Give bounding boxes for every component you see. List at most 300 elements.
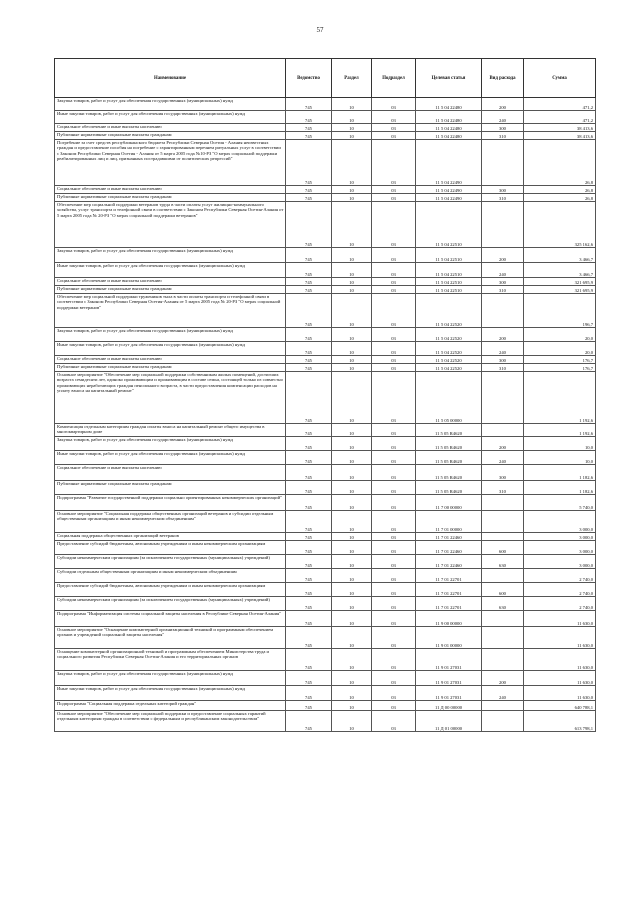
row-section-cell: 10 bbox=[332, 583, 372, 597]
row-department-cell: 745 bbox=[286, 437, 332, 451]
row-target-item-cell: 11 7 01 00000 bbox=[416, 511, 482, 533]
header-subsection: Подраздел bbox=[372, 59, 416, 98]
row-department-cell: 745 bbox=[286, 111, 332, 124]
row-expense-type-cell: 310 bbox=[482, 132, 524, 140]
table-row bbox=[55, 124, 596, 132]
row-department-cell: 745 bbox=[286, 569, 332, 583]
row-name-cell: Иные закупки товаров, работ и услуг для обеспечения государственных (муниципальных) нужд bbox=[55, 111, 286, 124]
row-expense-type-cell bbox=[482, 701, 524, 711]
table-row bbox=[55, 511, 596, 533]
row-amount-cell: 10,0 bbox=[524, 437, 596, 451]
row-subsection-cell: 03 bbox=[372, 263, 416, 278]
row-department-cell: 745 bbox=[286, 555, 332, 569]
row-department-cell: 745 bbox=[286, 465, 332, 481]
table-row bbox=[55, 686, 596, 701]
row-subsection-cell: 03 bbox=[372, 124, 416, 132]
table-row bbox=[55, 140, 596, 186]
row-amount-cell: 20,0 bbox=[524, 342, 596, 356]
row-department-cell: 745 bbox=[286, 701, 332, 711]
row-name-cell: Закупка товаров, работ и услуг для обеспечения государственных (муниципальных) нужд bbox=[55, 328, 286, 342]
header-name: Наименование bbox=[55, 59, 286, 98]
row-subsection-cell: 03 bbox=[372, 451, 416, 465]
row-amount-cell: 325 162,6 bbox=[524, 202, 596, 248]
row-expense-type-cell bbox=[482, 711, 524, 732]
row-expense-type-cell bbox=[482, 569, 524, 583]
table-row bbox=[55, 372, 596, 424]
row-department-cell: 745 bbox=[286, 372, 332, 424]
row-target-item-cell: 11 5 04 22510 bbox=[416, 278, 482, 286]
row-subsection-cell: 03 bbox=[372, 611, 416, 627]
row-department-cell: 745 bbox=[286, 194, 332, 202]
table-row bbox=[55, 555, 596, 569]
row-department-cell: 745 bbox=[286, 364, 332, 372]
row-subsection-cell: 03 bbox=[372, 356, 416, 364]
row-section-cell: 10 bbox=[332, 465, 372, 481]
row-amount-cell: 3 466,7 bbox=[524, 263, 596, 278]
row-expense-type-cell bbox=[482, 424, 524, 437]
row-amount-cell: 2 740,0 bbox=[524, 583, 596, 597]
row-subsection-cell: 03 bbox=[372, 194, 416, 202]
row-expense-type-cell: 300 bbox=[482, 465, 524, 481]
row-name-cell: Подпрограмма "Развитие государственной поддержки социально ориентированных некоммерческих организаций" bbox=[55, 495, 286, 511]
row-expense-type-cell: 310 bbox=[482, 364, 524, 372]
table-row bbox=[55, 328, 596, 342]
row-department-cell: 745 bbox=[286, 263, 332, 278]
row-target-item-cell: 11 9 01 27031 bbox=[416, 649, 482, 671]
row-expense-type-cell bbox=[482, 533, 524, 541]
row-department-cell: 745 bbox=[286, 649, 332, 671]
row-section-cell: 10 bbox=[332, 294, 372, 328]
row-section-cell: 10 bbox=[332, 132, 372, 140]
row-amount-cell: 11 630,0 bbox=[524, 671, 596, 686]
row-subsection-cell: 03 bbox=[372, 278, 416, 286]
table-row bbox=[55, 278, 596, 286]
row-subsection-cell: 03 bbox=[372, 481, 416, 495]
row-expense-type-cell: 600 bbox=[482, 583, 524, 597]
table-row bbox=[55, 533, 596, 541]
row-subsection-cell: 03 bbox=[372, 372, 416, 424]
row-expense-type-cell: 240 bbox=[482, 111, 524, 124]
table-row bbox=[55, 424, 596, 437]
row-name-cell: Подпрограмма "Социальная поддержка отдельных категорий граждан" bbox=[55, 701, 286, 711]
header-department: Ведомство bbox=[286, 59, 332, 98]
table-row bbox=[55, 451, 596, 465]
table-row bbox=[55, 465, 596, 481]
table-row bbox=[55, 495, 596, 511]
table-body bbox=[55, 98, 596, 732]
row-department-cell: 745 bbox=[286, 451, 332, 465]
row-section-cell: 10 bbox=[332, 372, 372, 424]
row-section-cell: 10 bbox=[332, 649, 372, 671]
row-amount-cell: 321 695,9 bbox=[524, 286, 596, 294]
row-name-cell: Закупка товаров, работ и услуг для обеспечения государственных (муниципальных) нужд bbox=[55, 437, 286, 451]
table-row bbox=[55, 583, 596, 597]
row-target-item-cell: 11 5 04 22490 bbox=[416, 140, 482, 186]
row-target-item-cell: 11 7 01 22701 bbox=[416, 569, 482, 583]
row-expense-type-cell: 300 bbox=[482, 186, 524, 194]
row-expense-type-cell bbox=[482, 495, 524, 511]
row-subsection-cell: 03 bbox=[372, 583, 416, 597]
row-name-cell: Публичные нормативные социальные выплаты гражданам bbox=[55, 364, 286, 372]
row-section-cell: 10 bbox=[332, 328, 372, 342]
row-department-cell: 745 bbox=[286, 202, 332, 248]
row-department-cell: 745 bbox=[286, 248, 332, 263]
row-expense-type-cell: 630 bbox=[482, 597, 524, 611]
row-name-cell: Иные закупки товаров, работ и услуг для обеспечения государственных (муниципальных) нужд bbox=[55, 451, 286, 465]
table-row bbox=[55, 671, 596, 686]
row-target-item-cell: 11 5 04 22510 bbox=[416, 202, 482, 248]
row-department-cell: 745 bbox=[286, 495, 332, 511]
row-target-item-cell: 11 5 04 22490 bbox=[416, 186, 482, 194]
row-name-cell: Закупка товаров, работ и услуг для обеспечения государственных (муниципальных) нужд bbox=[55, 98, 286, 111]
row-name-cell: Подпрограмма "Информатизация системы социальной защиты населения в Республике Северная Осетия-Алания" bbox=[55, 611, 286, 627]
row-department-cell: 745 bbox=[286, 294, 332, 328]
row-target-item-cell: 11 7 01 22460 bbox=[416, 533, 482, 541]
row-section-cell: 10 bbox=[332, 98, 372, 111]
row-section-cell: 10 bbox=[332, 437, 372, 451]
table-row bbox=[55, 342, 596, 356]
row-department-cell: 745 bbox=[286, 627, 332, 649]
row-target-item-cell: 11 5 04 22510 bbox=[416, 286, 482, 294]
row-department-cell: 745 bbox=[286, 597, 332, 611]
row-amount-cell: 11 630,0 bbox=[524, 627, 596, 649]
row-section-cell: 10 bbox=[332, 342, 372, 356]
table-row bbox=[55, 569, 596, 583]
row-amount-cell: 10,0 bbox=[524, 451, 596, 465]
row-department-cell: 745 bbox=[286, 124, 332, 132]
row-department-cell: 745 bbox=[286, 356, 332, 364]
row-expense-type-cell: 200 bbox=[482, 671, 524, 686]
row-section-cell: 10 bbox=[332, 711, 372, 732]
row-target-item-cell: 11 5 04 22510 bbox=[416, 263, 482, 278]
row-name-cell: Публичные нормативные социальные выплаты гражданам bbox=[55, 286, 286, 294]
budget-table bbox=[54, 58, 596, 732]
row-department-cell: 745 bbox=[286, 186, 332, 194]
row-amount-cell: 38 413,6 bbox=[524, 124, 596, 132]
row-subsection-cell: 03 bbox=[372, 533, 416, 541]
row-name-cell: Погребение за счет средств республиканского бюджета Республики Северная Осетия - Алания неизвестных граждан и предоставление пособия на погребение с гарантированным перечнем ритуальных услуг в соответствии с Законом Республики Северная Осетия - Алания от 5 марта 2005 года №10-РЗ "О мерах социальной поддержки реабилитированных лиц и лиц, признанных пострадавшими от политических репрессий" bbox=[55, 140, 286, 186]
row-expense-type-cell: 310 bbox=[482, 286, 524, 294]
row-subsection-cell: 03 bbox=[372, 686, 416, 701]
row-name-cell: Основное мероприятие "Социальная поддержка общественных организаций ветеранов и субсидии отдельным общественным организациям и иным некоммерческим объединениям" bbox=[55, 511, 286, 533]
row-section-cell: 10 bbox=[332, 671, 372, 686]
row-department-cell: 745 bbox=[286, 711, 332, 732]
row-amount-cell: 176,7 bbox=[524, 364, 596, 372]
row-section-cell: 10 bbox=[332, 124, 372, 132]
row-expense-type-cell: 240 bbox=[482, 263, 524, 278]
table-row bbox=[55, 437, 596, 451]
row-expense-type-cell bbox=[482, 372, 524, 424]
row-target-item-cell: 11 5 05 00000 bbox=[416, 372, 482, 424]
table-row bbox=[55, 202, 596, 248]
row-subsection-cell: 03 bbox=[372, 186, 416, 194]
row-section-cell: 10 bbox=[332, 511, 372, 533]
row-target-item-cell: 11 7 00 00000 bbox=[416, 495, 482, 511]
row-name-cell: Основное мероприятие "Обеспечение мер социальной поддержки собственникам жилых помещений, достигших возраста семидесяти лет, одиноко проживающим и проживающим в составе семьи, состоящей только из совместно проживающих неработающих граждан пенсионного возраста, в части предоставления компенсации расходов на уплату взноса на капитальный ремонт" bbox=[55, 372, 286, 424]
row-subsection-cell: 03 bbox=[372, 202, 416, 248]
row-target-item-cell: 11 5 04 22480 bbox=[416, 132, 482, 140]
row-amount-cell: 3 000,0 bbox=[524, 533, 596, 541]
row-department-cell: 745 bbox=[286, 541, 332, 555]
row-amount-cell: 2 740,0 bbox=[524, 597, 596, 611]
row-section-cell: 10 bbox=[332, 286, 372, 294]
row-name-cell: Оснащение компьютерной организационной техникой и программным обеспечением Министерства труда и социального развития Республики Северная Осетия-Алания и его территориальных органов bbox=[55, 649, 286, 671]
row-amount-cell: 3 000,0 bbox=[524, 541, 596, 555]
row-section-cell: 10 bbox=[332, 186, 372, 194]
row-name-cell: Основное мероприятие "Обеспечение мер социальной поддержки и предоставление социальных гарантий отдельным категориям граждан в соответствии с федеральным и республиканским законодательством" bbox=[55, 711, 286, 732]
row-name-cell: Социальное обеспечение и иные выплаты населению bbox=[55, 278, 286, 286]
row-amount-cell: 3 000,0 bbox=[524, 555, 596, 569]
row-subsection-cell: 03 bbox=[372, 649, 416, 671]
table-row bbox=[55, 701, 596, 711]
row-target-item-cell: 11 5 05 R4620 bbox=[416, 437, 482, 451]
row-amount-cell: 38 413,6 bbox=[524, 132, 596, 140]
row-department-cell: 745 bbox=[286, 686, 332, 701]
row-amount-cell: 1 192,6 bbox=[524, 372, 596, 424]
header-amount: Сумма bbox=[524, 59, 596, 98]
row-expense-type-cell: 300 bbox=[482, 124, 524, 132]
row-expense-type-cell: 310 bbox=[482, 481, 524, 495]
table-row bbox=[55, 481, 596, 495]
row-section-cell: 10 bbox=[332, 194, 372, 202]
row-section-cell: 10 bbox=[332, 627, 372, 649]
row-name-cell: Публичные нормативные социальные выплаты гражданам bbox=[55, 194, 286, 202]
table-row bbox=[55, 248, 596, 263]
row-target-item-cell: 11 9 01 27031 bbox=[416, 686, 482, 701]
row-name-cell: Публичные нормативные социальные выплаты гражданам bbox=[55, 481, 286, 495]
row-amount-cell: 321 695,9 bbox=[524, 278, 596, 286]
row-subsection-cell: 03 bbox=[372, 328, 416, 342]
row-amount-cell: 613 798,1 bbox=[524, 711, 596, 732]
table-row bbox=[55, 541, 596, 555]
row-department-cell: 745 bbox=[286, 611, 332, 627]
table-row bbox=[55, 611, 596, 627]
budget-table-container bbox=[54, 58, 595, 732]
row-expense-type-cell: 200 bbox=[482, 248, 524, 263]
row-target-item-cell: 11 9 00 00000 bbox=[416, 611, 482, 627]
row-section-cell: 10 bbox=[332, 263, 372, 278]
row-section-cell: 10 bbox=[332, 111, 372, 124]
row-department-cell: 745 bbox=[286, 533, 332, 541]
row-expense-type-cell bbox=[482, 294, 524, 328]
row-section-cell: 10 bbox=[332, 701, 372, 711]
row-subsection-cell: 03 bbox=[372, 569, 416, 583]
row-target-item-cell: 11 9 01 27031 bbox=[416, 671, 482, 686]
row-department-cell: 745 bbox=[286, 328, 332, 342]
row-department-cell: 745 bbox=[286, 132, 332, 140]
row-name-cell: Субсидии некоммерческим организациям (за исключением государственных (муниципальных) учреждений) bbox=[55, 555, 286, 569]
row-name-cell: Социальная поддержка общественных организаций ветеранов bbox=[55, 533, 286, 541]
row-name-cell: Закупка товаров, работ и услуг для обеспечения государственных (муниципальных) нужд bbox=[55, 671, 286, 686]
row-expense-type-cell bbox=[482, 627, 524, 649]
row-target-item-cell: 11 5 05 R4620 bbox=[416, 465, 482, 481]
table-header-row bbox=[55, 59, 596, 98]
row-target-item-cell: 11 5 04 22520 bbox=[416, 342, 482, 356]
row-section-cell: 10 bbox=[332, 569, 372, 583]
row-target-item-cell: 11 Д 00 00000 bbox=[416, 701, 482, 711]
row-name-cell: Иные закупки товаров, работ и услуг для обеспечения государственных (муниципальных) нужд bbox=[55, 686, 286, 701]
row-section-cell: 10 bbox=[332, 278, 372, 286]
row-section-cell: 10 bbox=[332, 555, 372, 569]
row-section-cell: 10 bbox=[332, 424, 372, 437]
row-expense-type-cell: 240 bbox=[482, 686, 524, 701]
row-subsection-cell: 03 bbox=[372, 294, 416, 328]
row-amount-cell: 176,7 bbox=[524, 356, 596, 364]
row-expense-type-cell: 200 bbox=[482, 328, 524, 342]
row-expense-type-cell: 600 bbox=[482, 541, 524, 555]
row-amount-cell: 26,8 bbox=[524, 186, 596, 194]
row-amount-cell: 26,8 bbox=[524, 194, 596, 202]
row-target-item-cell: 11 5 04 22520 bbox=[416, 294, 482, 328]
row-name-cell: Обеспечение мер социальной поддержки ветеранов труда в части оплаты услуг жилищно-коммунального хозяйства, услуг транспорта и телефонной связи в соответствии с Законом Республики Северная Осетия-Алания от 5 марта 2005 года № 20-РЗ "О мерах социальной поддержки ветеранов" bbox=[55, 202, 286, 248]
row-subsection-cell: 03 bbox=[372, 132, 416, 140]
row-subsection-cell: 03 bbox=[372, 424, 416, 437]
row-name-cell: Иные закупки товаров, работ и услуг для обеспечения государственных (муниципальных) нужд bbox=[55, 263, 286, 278]
table-row bbox=[55, 286, 596, 294]
row-name-cell: Предоставление субсидий бюджетным, автономным учреждениям и иным некоммерческим организациям bbox=[55, 541, 286, 555]
row-expense-type-cell: 300 bbox=[482, 356, 524, 364]
row-expense-type-cell bbox=[482, 611, 524, 627]
row-section-cell: 10 bbox=[332, 451, 372, 465]
row-name-cell: Закупка товаров, работ и услуг для обеспечения государственных (муниципальных) нужд bbox=[55, 248, 286, 263]
row-target-item-cell: 11 5 05 R4620 bbox=[416, 481, 482, 495]
row-expense-type-cell: 200 bbox=[482, 98, 524, 111]
row-amount-cell: 11 630,0 bbox=[524, 649, 596, 671]
row-target-item-cell: 11 5 04 22510 bbox=[416, 248, 482, 263]
table-row bbox=[55, 597, 596, 611]
row-amount-cell: 3 466,7 bbox=[524, 248, 596, 263]
row-target-item-cell: 11 5 05 R4620 bbox=[416, 451, 482, 465]
row-section-cell: 10 bbox=[332, 597, 372, 611]
table-row bbox=[55, 364, 596, 372]
row-expense-type-cell: 300 bbox=[482, 278, 524, 286]
row-department-cell: 745 bbox=[286, 583, 332, 597]
row-expense-type-cell: 200 bbox=[482, 437, 524, 451]
row-amount-cell: 1 192,6 bbox=[524, 424, 596, 437]
row-subsection-cell: 03 bbox=[372, 511, 416, 533]
table-row bbox=[55, 356, 596, 364]
row-section-cell: 10 bbox=[332, 364, 372, 372]
row-section-cell: 10 bbox=[332, 356, 372, 364]
row-department-cell: 745 bbox=[286, 671, 332, 686]
table-row bbox=[55, 186, 596, 194]
row-subsection-cell: 03 bbox=[372, 465, 416, 481]
row-amount-cell: 471,2 bbox=[524, 98, 596, 111]
row-expense-type-cell: 240 bbox=[482, 451, 524, 465]
row-subsection-cell: 03 bbox=[372, 286, 416, 294]
row-department-cell: 745 bbox=[286, 424, 332, 437]
row-expense-type-cell bbox=[482, 202, 524, 248]
row-subsection-cell: 03 bbox=[372, 364, 416, 372]
header-section: Раздел bbox=[332, 59, 372, 98]
table-row bbox=[55, 111, 596, 124]
row-subsection-cell: 03 bbox=[372, 541, 416, 555]
row-name-cell: Социальное обеспечение и иные выплаты населению bbox=[55, 465, 286, 481]
row-amount-cell: 640 788,1 bbox=[524, 701, 596, 711]
table-row bbox=[55, 132, 596, 140]
row-amount-cell: 1 182,6 bbox=[524, 481, 596, 495]
row-target-item-cell: 11 5 04 22520 bbox=[416, 328, 482, 342]
row-department-cell: 745 bbox=[286, 140, 332, 186]
row-department-cell: 745 bbox=[286, 481, 332, 495]
table-row bbox=[55, 194, 596, 202]
row-target-item-cell: 11 5 04 22520 bbox=[416, 356, 482, 364]
row-target-item-cell: 11 5 04 22520 bbox=[416, 364, 482, 372]
header-target-item: Целевая статья bbox=[416, 59, 482, 98]
row-target-item-cell: 11 7 01 22460 bbox=[416, 555, 482, 569]
row-target-item-cell: 11 5 05 R4620 bbox=[416, 424, 482, 437]
page-number: 57 bbox=[316, 26, 324, 34]
row-section-cell: 10 bbox=[332, 541, 372, 555]
row-section-cell: 10 bbox=[332, 248, 372, 263]
row-expense-type-cell: 630 bbox=[482, 555, 524, 569]
row-subsection-cell: 03 bbox=[372, 437, 416, 451]
row-name-cell: Социальное обеспечение и иные выплаты населению bbox=[55, 186, 286, 194]
row-section-cell: 10 bbox=[332, 140, 372, 186]
row-expense-type-cell bbox=[482, 140, 524, 186]
row-subsection-cell: 03 bbox=[372, 701, 416, 711]
row-subsection-cell: 03 bbox=[372, 495, 416, 511]
row-name-cell: Субсидии отдельным общественным организациям и иным некоммерческим объединениям bbox=[55, 569, 286, 583]
row-name-cell: Социальное обеспечение и иные выплаты населению bbox=[55, 124, 286, 132]
table-row bbox=[55, 627, 596, 649]
row-amount-cell: 20,0 bbox=[524, 328, 596, 342]
row-expense-type-cell bbox=[482, 511, 524, 533]
row-name-cell: Иные закупки товаров, работ и услуг для обеспечения государственных (муниципальных) нужд bbox=[55, 342, 286, 356]
row-target-item-cell: 11 7 01 22460 bbox=[416, 541, 482, 555]
row-target-item-cell: 11 5 04 22490 bbox=[416, 194, 482, 202]
row-department-cell: 745 bbox=[286, 342, 332, 356]
row-section-cell: 10 bbox=[332, 686, 372, 701]
row-department-cell: 745 bbox=[286, 98, 332, 111]
row-subsection-cell: 03 bbox=[372, 671, 416, 686]
row-amount-cell: 5 740,0 bbox=[524, 495, 596, 511]
table-row bbox=[55, 649, 596, 671]
row-subsection-cell: 03 bbox=[372, 342, 416, 356]
row-subsection-cell: 03 bbox=[372, 140, 416, 186]
row-amount-cell: 2 740,0 bbox=[524, 569, 596, 583]
row-subsection-cell: 03 bbox=[372, 711, 416, 732]
row-section-cell: 10 bbox=[332, 533, 372, 541]
table-row bbox=[55, 98, 596, 111]
row-amount-cell: 3 000,0 bbox=[524, 511, 596, 533]
row-subsection-cell: 03 bbox=[372, 98, 416, 111]
row-amount-cell: 196,7 bbox=[524, 294, 596, 328]
table-row bbox=[55, 263, 596, 278]
row-amount-cell: 11 630,0 bbox=[524, 686, 596, 701]
header-expense-type: Вид расхода bbox=[482, 59, 524, 98]
row-name-cell: Компенсация отдельным категориям граждан оплаты взноса на капитальный ремонт общего имущества в многоквартирном доме bbox=[55, 424, 286, 437]
row-section-cell: 10 bbox=[332, 202, 372, 248]
row-section-cell: 10 bbox=[332, 495, 372, 511]
row-amount-cell: 1 182,6 bbox=[524, 465, 596, 481]
row-name-cell: Основное мероприятие "Оснащение компьютерной организационной техникой и программным обеспечением органов и учреждений социальной защиты населения" bbox=[55, 627, 286, 649]
row-target-item-cell: 11 5 04 22480 bbox=[416, 124, 482, 132]
row-target-item-cell: 11 Д 01 00000 bbox=[416, 711, 482, 732]
row-target-item-cell: 11 7 01 22701 bbox=[416, 597, 482, 611]
row-subsection-cell: 03 bbox=[372, 627, 416, 649]
row-target-item-cell: 11 9 01 00000 bbox=[416, 627, 482, 649]
row-amount-cell: 11 630,0 bbox=[524, 611, 596, 627]
row-expense-type-cell: 310 bbox=[482, 194, 524, 202]
row-target-item-cell: 11 5 04 22480 bbox=[416, 98, 482, 111]
row-section-cell: 10 bbox=[332, 481, 372, 495]
row-name-cell: Обеспечение мер социальной поддержки тружеников тыла в части оплаты транспорта и телефонной связи в соответствии с Законом Республики Северная Осетия-Алания от 5 марта 2005 года № 20-РЗ "О мерах социальной поддержки ветеранов" bbox=[55, 294, 286, 328]
row-department-cell: 745 bbox=[286, 278, 332, 286]
row-name-cell: Предоставление субсидий бюджетным, автономным учреждениям и иным некоммерческим организациям bbox=[55, 583, 286, 597]
row-target-item-cell: 11 5 04 22480 bbox=[416, 111, 482, 124]
table-row bbox=[55, 294, 596, 328]
